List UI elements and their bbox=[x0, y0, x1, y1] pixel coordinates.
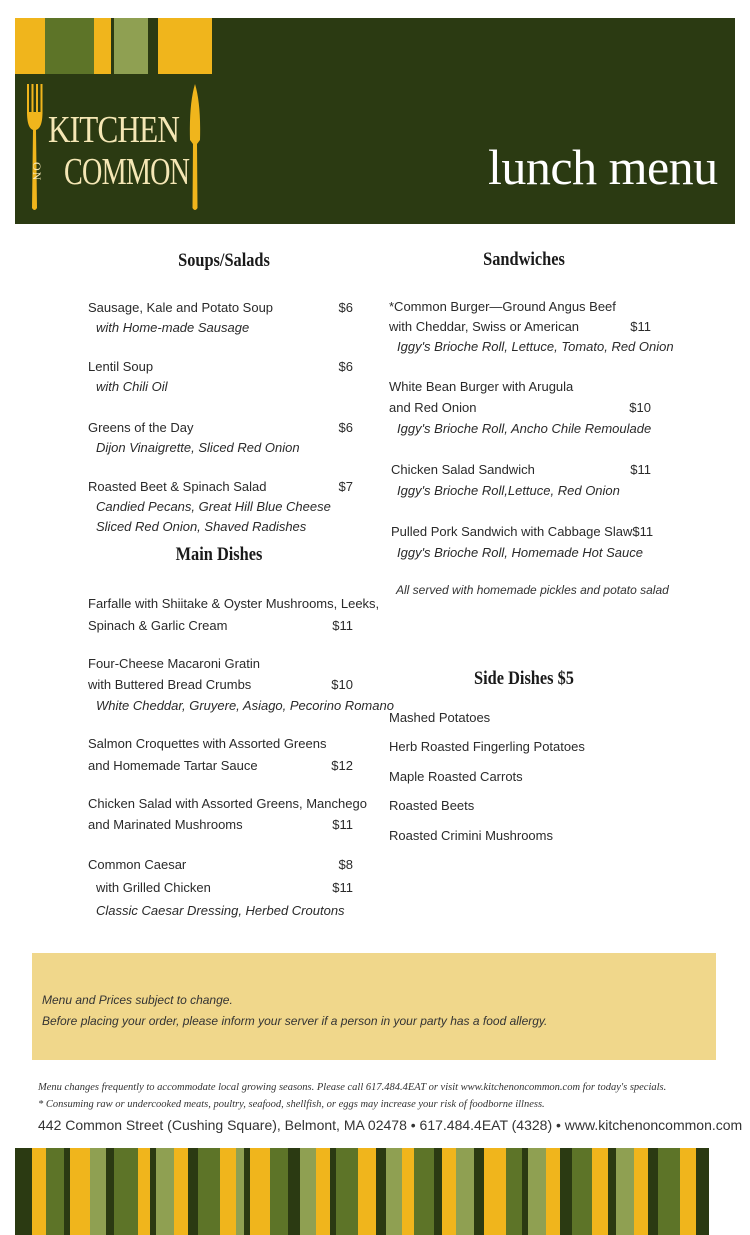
list-item: Herb Roasted Fingerling Potatoes bbox=[389, 739, 585, 754]
menu-item: Chicken Salad with Assorted Greens, Manchego and Marinated Mushrooms $11 bbox=[88, 796, 367, 832]
list-item: Roasted Crimini Mushrooms bbox=[389, 828, 553, 843]
notice-box bbox=[32, 953, 716, 1060]
main-dishes-heading: Main Dishes bbox=[175, 544, 263, 565]
notice-line: Before placing your order, please inform your server if a person in your party has a food allergy. bbox=[42, 1014, 548, 1028]
menu-item: Lentil Soup $6 with Chili Oil bbox=[88, 359, 353, 394]
logo-common-text: COMMON bbox=[64, 151, 190, 193]
menu-item: Greens of the Day $6 Dijon Vinaigrette, Sliced Red Onion bbox=[88, 420, 353, 455]
menu-item: *Common Burger—Ground Angus Beef with Cheddar, Swiss or American $11 Iggy's Brioche Roll, Lettuce, Tomato, Red Onion bbox=[389, 299, 674, 354]
fine-print: Menu changes frequently to accommodate local growing seasons. Please call 617.484.4EAT or visit www.kitchenoncommon.com for today's specials. bbox=[38, 1082, 667, 1093]
notice-line: Menu and Prices subject to change. bbox=[42, 993, 233, 1007]
menu-item: Pulled Pork Sandwich with Cabbage Slaw $11 Iggy's Brioche Roll, Homemade Hot Sauce bbox=[391, 524, 654, 560]
menu-item: Four-Cheese Macaroni Gratin with Buttered Bread Crumbs $10 White Cheddar, Gruyere, Asiago, Pecorino Romano bbox=[88, 656, 394, 713]
menu-item: Chicken Salad Sandwich $11 Iggy's Brioche Roll,Lettuce, Red Onion bbox=[391, 462, 651, 498]
menu-item: Roasted Beet & Spinach Salad $7 Candied Pecans, Great Hill Blue Cheese Sliced Red Onion, Shaved Radishes bbox=[88, 479, 353, 534]
logo-on-text: ON bbox=[30, 162, 44, 182]
fork-icon bbox=[25, 84, 45, 212]
sandwiches-heading: Sandwiches bbox=[483, 249, 565, 270]
menu-item: Sausage, Kale and Potato Soup $6 with Home-made Sausage bbox=[88, 300, 353, 335]
header-stripes bbox=[15, 18, 212, 74]
menu-item: Farfalle with Shiitake & Oyster Mushrooms, Leeks, Spinach & Garlic Cream $11 bbox=[88, 596, 380, 633]
footer-stripes bbox=[15, 1148, 735, 1235]
list-item: Maple Roasted Carrots bbox=[389, 769, 523, 784]
side-dishes-heading: Side Dishes $5 bbox=[474, 668, 574, 689]
sandwiches-note: All served with homemade pickles and potato salad bbox=[396, 583, 669, 597]
menu-item: Salmon Croquettes with Assorted Greens and Homemade Tartar Sauce $12 bbox=[88, 736, 353, 773]
list-item: Mashed Potatoes bbox=[389, 710, 491, 725]
address-line: 442 Common Street (Cushing Square), Belmont, MA 02478 • 617.484.4EAT (4328) • www.kitchenoncommon.com bbox=[38, 1117, 743, 1133]
menu-item: Common Caesar $8 with Grilled Chicken $11 Classic Caesar Dressing, Herbed Croutons bbox=[88, 857, 353, 918]
menu-item: White Bean Burger with Arugula and Red Onion $10 Iggy's Brioche Roll, Ancho Chile Remoulade bbox=[389, 379, 652, 436]
list-item: Roasted Beets bbox=[389, 798, 475, 813]
page-title: lunch menu bbox=[488, 139, 718, 195]
soups-heading: Soups/Salads bbox=[178, 250, 270, 271]
fine-print: * Consuming raw or undercooked meats, poultry, seafood, shellfish, or eggs may increase your risk of foodborne illness. bbox=[38, 1099, 545, 1110]
logo-kitchen-text: KITCHEN bbox=[48, 109, 180, 151]
